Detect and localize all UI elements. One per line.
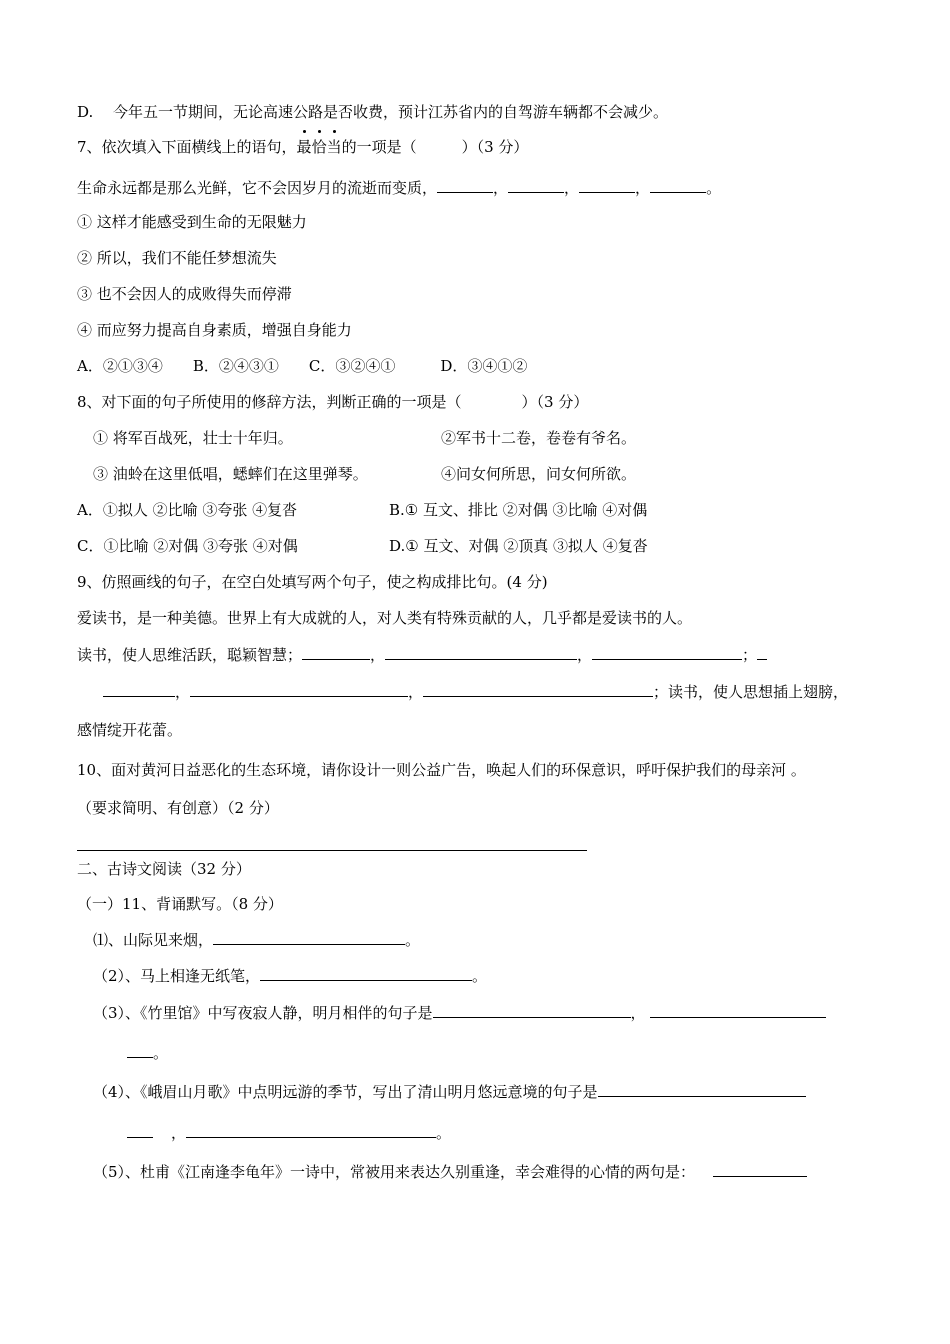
answer-blank[interactable] <box>127 1043 153 1058</box>
q7-stem-b: 的一项是（ ）（3 分） <box>341 138 529 156</box>
answer-blank[interactable] <box>650 178 706 193</box>
q8-sentence-4: ④问女何所思，问女何所欲。 <box>441 465 637 483</box>
q7-stem <box>77 137 528 157</box>
answer-blank[interactable] <box>592 645 742 660</box>
q10-stem: 10、面对黄河日益恶化的生态环境，请你设计一则公益广告，唤起人们的环保意识，呼吁保护我们的母亲河 。 <box>77 761 806 779</box>
q9-line-a: 读书，使人思维活跃，聪颖智慧； ， ， ； <box>77 645 767 665</box>
answer-blank[interactable] <box>757 645 767 660</box>
answer-blank[interactable] <box>713 1162 807 1177</box>
answer-blank[interactable] <box>423 682 653 697</box>
q8-choice-d: D.① 互文、对偶 ②顶真 ③拟人 ④复沓 <box>389 537 648 555</box>
q8-sentence-2: ②军书十二卷，卷卷有爷名。 <box>441 429 637 447</box>
q8-sentence-1: ① 将军百战死，壮士十年归。 <box>93 429 293 447</box>
recite-item-4: （4）、《峨眉山月歌》中点明远游的季节，写出了清山明月悠远意境的句子是 <box>93 1082 806 1102</box>
q9-line-b: ， ， ；读书，使人思想插上翅膀， <box>103 682 848 702</box>
emphasis-char: 当 <box>327 138 342 156</box>
section2-subtitle: （一）11、背诵默写。（8 分） <box>77 895 283 913</box>
q8-stem: 8、对下面的句子所使用的修辞方法，判断正确的一项是（ ）（3 分） <box>77 393 589 411</box>
emphasis-char: 最 <box>297 138 312 156</box>
q10-answer-line[interactable] <box>77 850 587 851</box>
answer-blank[interactable] <box>508 178 564 193</box>
recite-item-1: ⑴、山际见来烟， 。 <box>93 931 421 949</box>
q7-choices: A．②①③④ B．②④③① C．③②④① D．③④①② <box>77 357 528 375</box>
q7-item-1: ① 这样才能感受到生命的无限魅力 <box>77 213 307 231</box>
q9-line-c: 感情绽开花蕾。 <box>77 721 183 739</box>
answer-blank[interactable] <box>385 645 577 660</box>
q10-requirement: （要求简明、有创意）（2 分） <box>77 799 279 817</box>
emphasis-dot-icon <box>318 130 321 133</box>
q7-item-3: ③ 也不会因人的成败得失而停滞 <box>77 285 292 303</box>
answer-blank[interactable] <box>598 1082 806 1097</box>
answer-blank[interactable] <box>103 682 175 697</box>
answer-blank[interactable] <box>260 966 472 981</box>
answer-blank[interactable] <box>302 645 370 660</box>
recite-item-3: （3）、《竹里馆》中写夜寂人静，明月相伴的句子是 ， <box>93 1003 826 1023</box>
answer-blank[interactable] <box>437 178 493 193</box>
answer-blank[interactable] <box>127 1123 153 1138</box>
recite-item-4-cont: ， 。 <box>127 1123 451 1143</box>
answer-blank[interactable] <box>579 178 635 193</box>
q7-item-2: ② 所以，我们不能任梦想流失 <box>77 249 277 267</box>
section2-title: 二、古诗文阅读（32 分） <box>77 860 251 878</box>
answer-blank[interactable] <box>186 1123 436 1138</box>
q7-stem-a: 7、依次填入下面横线上的语句， <box>77 138 297 156</box>
answer-blank[interactable] <box>213 930 405 945</box>
q8-choice-c: C．①比喻 ②对偶 ③夸张 ④对偶 <box>77 537 298 555</box>
emphasis-char: 恰 <box>312 138 327 156</box>
answer-blank[interactable] <box>650 1003 826 1018</box>
q8-sentence-3: ③ 油蛉在这里低唱，蟋蟀们在这里弹琴。 <box>93 465 368 483</box>
q9-passage: 爱读书，是一种美德。世界上有大成就的人，对人类有特殊贡献的人，几乎都是爱读书的人。 <box>77 609 693 627</box>
recite-item-3-cont: 。 <box>127 1043 168 1063</box>
recite-item-2: （2）、马上相逢无纸笔， 。 <box>93 967 488 985</box>
emphasis-dot-icon <box>303 130 306 133</box>
answer-blank[interactable] <box>190 682 408 697</box>
q6-option-d: D. 今年五一节期间，无论高速公路是否收费，预计江苏省内的自驾游车辆都不会减少。 <box>77 103 669 121</box>
answer-blank[interactable] <box>433 1003 631 1018</box>
recite-item-5: （5）、杜甫《江南逢李龟年》一诗中，常被用来表达久别重逢，幸会难得的心情的两句是： <box>93 1162 807 1182</box>
q7-passage: 生命永远都是那么光鲜，它不会因岁月的流逝而变质， ， ， ， 。 <box>77 179 722 197</box>
q7-item-4: ④ 而应努力提高自身素质，增强自身能力 <box>77 321 352 339</box>
q8-choice-a: A．①拟人 ②比喻 ③夸张 ④复沓 <box>77 501 298 519</box>
emphasis-dot-icon <box>333 130 336 133</box>
q9-stem: 9、仿照画线的句子，在空白处填写两个句子，使之构成排比句。(4 分) <box>77 573 548 591</box>
q8-choice-b: B.① 互文、排比 ②对偶 ③比喻 ④对偶 <box>389 501 648 519</box>
